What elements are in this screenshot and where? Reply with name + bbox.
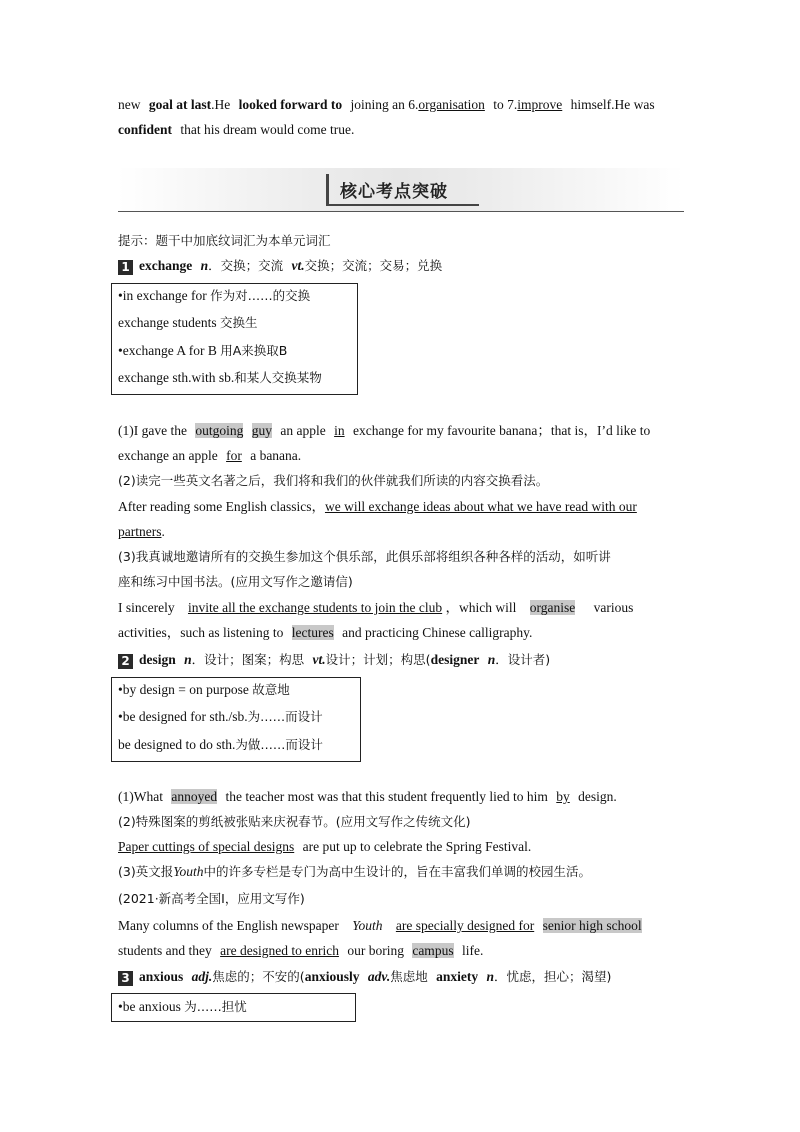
text: new (118, 97, 141, 112)
phrase: •be anxious (118, 999, 185, 1014)
phrase-row (118, 708, 323, 726)
answer-blank: in (334, 423, 345, 438)
example-1-2-prompt: (2)读完一些英文名著之后，我们将和我们的伙伴就我们所读的内容交换看法。 (118, 473, 549, 488)
definition: 焦虑的；不安的( (212, 969, 305, 984)
banner-rule (118, 211, 684, 212)
text: the teacher most was that this student frequently lied to him (225, 789, 548, 804)
definition: ．设计者) (495, 652, 551, 667)
answer-blank: Paper cuttings of special designs (118, 839, 295, 854)
text: .He (211, 97, 231, 112)
definition: ．设计；图案；构思 (191, 652, 305, 667)
vocab-highlight: annoyed (171, 789, 218, 804)
pos-label: adj. (191, 969, 213, 984)
newspaper-title: Youth (352, 918, 383, 933)
newspaper-title: Youth (173, 864, 204, 879)
example-2-3-prompt-1 (118, 863, 684, 881)
phrase: •be designed for sth./sb. (118, 709, 248, 724)
pos-label: n (487, 652, 496, 667)
example-1-3-line-1 (118, 599, 684, 617)
section-2-heading (118, 651, 684, 669)
phrase-meaning: 为做……而设计 (235, 737, 323, 752)
phrase-row (118, 342, 287, 360)
text: 中的许多专栏是专门为高中生设计的，旨在丰富我们单调的校园生活。 (203, 864, 592, 879)
example-1-2-line-2 (118, 523, 684, 541)
vocab-highlight: campus (412, 943, 454, 958)
hint-text: 提示：题干中加底纹词汇为本单元词汇 (118, 233, 331, 248)
example-2-2-prompt: (2)特殊图案的剪纸被张贴来庆祝春节。(应用文写作之传统文化) (118, 814, 471, 829)
phrase-row (118, 736, 323, 754)
text: exchange for my favourite banana；that is，I’d like to (352, 423, 651, 438)
text: to 7. (493, 97, 518, 112)
phrase: •in exchange for (118, 288, 211, 303)
answer-blank: invite all the exchange students to join the club (187, 600, 443, 615)
answer-blank: partners (118, 524, 162, 539)
text: that his dream would come true. (180, 122, 355, 137)
pos-label: n (486, 969, 494, 984)
headword-derivative: anxiously (304, 969, 360, 984)
answer-blank: we will exchange ideas about what we have read with our (324, 499, 637, 514)
phrase-meaning: 交换生 (219, 315, 258, 330)
phrase-row (118, 314, 257, 332)
text: a banana. (250, 448, 302, 463)
phrase: be designed to do sth. (118, 737, 236, 752)
example-2-3-prompt-2: (2021·新高考全国Ⅰ，应用文写作) (118, 891, 305, 906)
pos-label: n (184, 652, 192, 667)
section-number-badge: 2 (118, 654, 133, 669)
phrase-row (118, 369, 322, 387)
text: Many columns of the English newspaper (118, 918, 339, 933)
text: design. (578, 789, 617, 804)
banner-title: 核心考点突破 (340, 182, 448, 202)
phrase-row (118, 681, 290, 699)
definition: ．交换；交流 (208, 258, 284, 273)
headword-derivative: designer (430, 652, 480, 667)
section-3-heading (118, 968, 684, 986)
example-2-3-line-1 (118, 917, 684, 935)
text: exchange an apple (118, 448, 218, 463)
bold-phrase: confident (118, 122, 172, 137)
headword-derivative: anxiety (436, 969, 479, 984)
phrase-box-2 (111, 677, 361, 762)
phrase-meaning: 故意地 (252, 682, 290, 697)
pos-label: n (200, 258, 209, 273)
example-2-1-line (118, 788, 684, 806)
example-2-3-line-2 (118, 942, 684, 960)
answer-blank: are specially designed for (395, 918, 535, 933)
vocab-highlight: outgoing (195, 423, 244, 438)
headword: exchange (139, 258, 193, 273)
answer-blank: are designed to enrich (220, 943, 339, 958)
headword: design (139, 652, 176, 667)
text: our boring (347, 943, 404, 958)
definition: 焦虑地 (390, 969, 428, 984)
phrase-row (118, 287, 310, 305)
example-1-3-line-2 (118, 624, 684, 642)
pos-label: adv. (367, 969, 391, 984)
text: (3)英文报 (118, 864, 174, 879)
phrase-meaning: 和某人交换某物 (234, 370, 322, 385)
pos-label: vt. (312, 652, 326, 667)
top-para-line-2 (118, 121, 684, 139)
vocab-highlight: organise (529, 600, 576, 615)
answer-blank: for (226, 448, 242, 463)
example-1-1-line-2 (118, 447, 684, 465)
phrase: exchange sth.with sb. (118, 370, 235, 385)
phrase-box-1 (111, 283, 358, 395)
text: and practicing Chinese calligraphy. (342, 625, 533, 640)
text: After reading some English classics， (118, 499, 325, 514)
phrase-box-3 (111, 993, 356, 1022)
top-para-line-1 (118, 96, 684, 114)
pos-label: vt. (291, 258, 305, 273)
section-1-heading (118, 257, 684, 275)
example-1-1-line-1 (118, 422, 684, 440)
section-banner (118, 168, 684, 212)
bold-phrase: looked forward to (238, 97, 343, 112)
text: (1)What (118, 789, 163, 804)
text: an apple (280, 423, 326, 438)
vocab-highlight: lectures (291, 625, 334, 640)
bold-phrase: goal at last (148, 97, 212, 112)
text: I sincerely (118, 600, 175, 615)
phrase-meaning: 为……担忧 (184, 999, 247, 1014)
phrase-row (118, 998, 247, 1016)
definition: 设计；计划；构思( (325, 652, 431, 667)
text: (1)I gave the (118, 423, 187, 438)
text: himself.He was (570, 97, 655, 112)
vocab-highlight: senior high school (542, 918, 642, 933)
definition: ．忧虑，担心；渴望) (494, 969, 612, 984)
text: life. (461, 943, 484, 958)
answer-blank: by (556, 789, 570, 804)
phrase-meaning: 作为对……的交换 (210, 288, 311, 303)
section-number-badge: 3 (118, 971, 133, 986)
text: joining an 6. (350, 97, 419, 112)
answer-blank: organisation (418, 97, 485, 112)
vocab-highlight: guy (251, 423, 272, 438)
phrase: exchange students (118, 315, 220, 330)
phrase-meaning: 为……而设计 (247, 709, 323, 724)
text: activities，such as listening to (118, 625, 284, 640)
section-number-badge: 1 (118, 260, 133, 275)
example-1-3-prompt-1: (3)我真诚地邀请所有的交换生参加这个俱乐部，此俱乐部将组织各种各样的活动，如听讲 (118, 549, 611, 564)
example-2-2-line (118, 838, 684, 856)
phrase-meaning: 用A来换取B (220, 343, 288, 358)
example-1-2-line-1 (118, 498, 684, 516)
answer-blank: improve (517, 97, 563, 112)
text: are put up to celebrate the Spring Festival. (302, 839, 532, 854)
text: various (593, 600, 634, 615)
definition: 交换；交流；交易；兑换 (304, 258, 443, 273)
example-1-3-prompt-2: 座和练习中国书法。(应用文写作之邀请信) (118, 574, 353, 589)
headword: anxious (139, 969, 184, 984)
text: ，which will (445, 600, 517, 615)
text: students and they (118, 943, 212, 958)
phrase: •exchange A for B (118, 343, 221, 358)
phrase: •by design = on purpose (118, 682, 253, 697)
text: . (161, 524, 165, 539)
